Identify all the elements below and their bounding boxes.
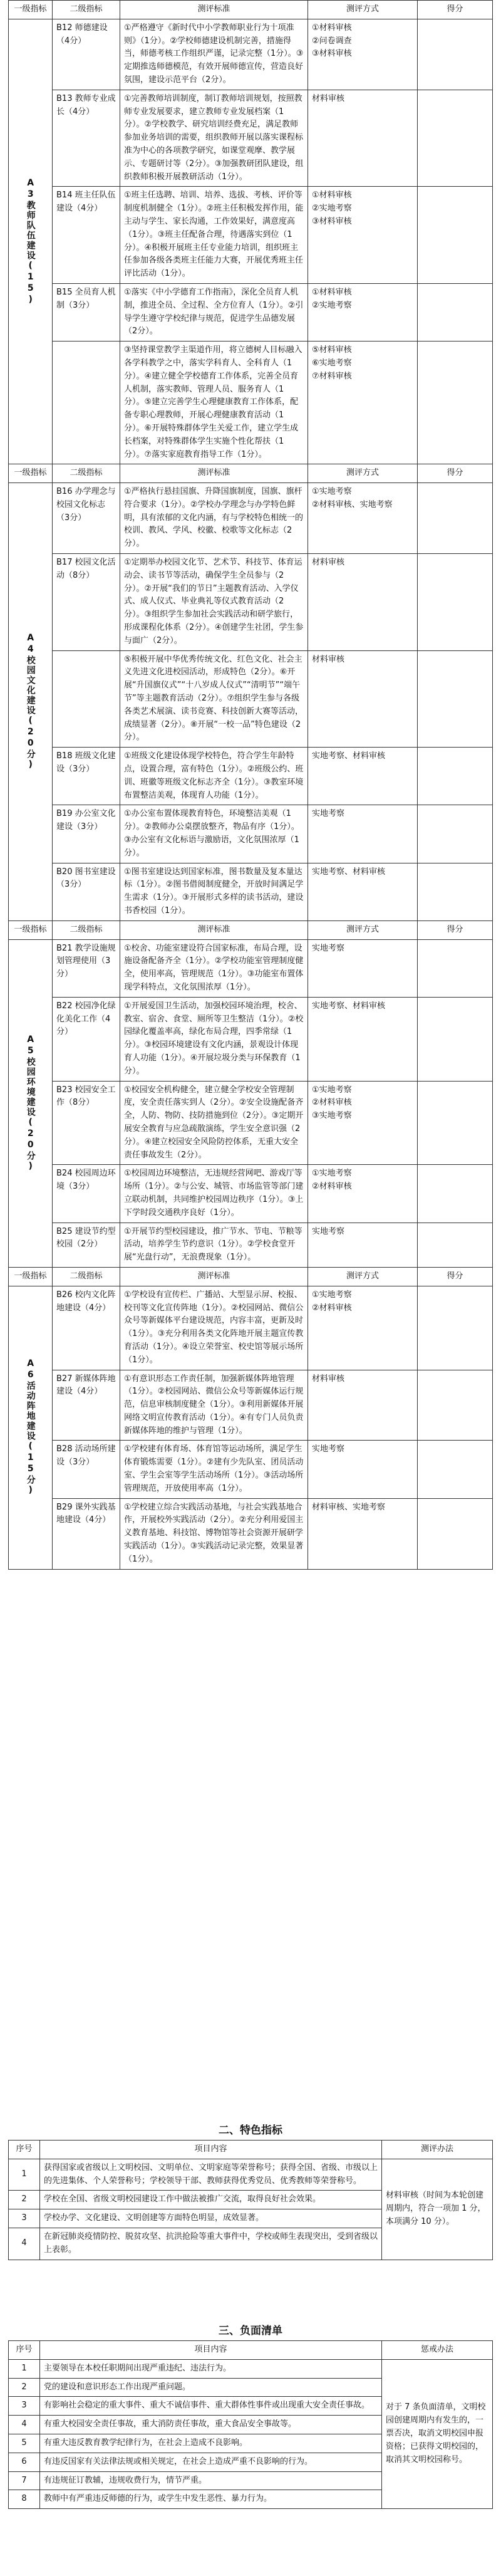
negative-number: 6: [9, 2453, 40, 2471]
level2-indicator: B15 全员育人机制（3分）: [53, 283, 120, 341]
special-content: 在新冠肺炎疫情防控、脱贫攻坚、抗洪抢险等重大事件中，学校或师生表现突出，受到省级以上表彰。: [40, 2228, 382, 2260]
evaluation-standard: ①定期举办校园文化节、艺术节、科技节、体育运动会、读书节等活动，确保学生全员参与（2分）。②开展“我们的节日”主题教育活动、入学仪式、成人仪式、毕业典礼等仪式教育活动（2分）。③组织学生参加社会实践活动和研学旅行，形成课程化体系（2分）。④创建学生社团，学生参与面广（2分）。: [120, 554, 308, 651]
score-cell: [418, 939, 493, 997]
special-header-cell: 测评办法: [382, 2141, 493, 2159]
indicator-row: [9, 1165, 493, 1223]
negative-list-title: 三、负面清单: [219, 2325, 282, 2337]
score-cell: [418, 483, 493, 554]
evaluation-standard: ①校园安全机构健全，建立健全学校安全管理制度，安全责任落实到人（2分）。②安全设施配备齐全，人防、物防、技防措施到位（2分）。③定期开展安全教育与应急疏散演练，学生安全意识强（2分）。④建立校园安全风险防控体系，无重大安全责任事故发生（2分）。: [120, 1081, 308, 1165]
evaluation-standard: ①严格执行悬挂国旗、升降国旗制度，国旗、旗杆符合要求（1分）。②学校办学理念与办学特色鲜明，具有浓郁的文化内涵，有与学校特色相统一的校训、教风、学风、校徽、校歌等文化标志（2分）。: [120, 483, 308, 554]
header-cell: 一级指标: [9, 1267, 53, 1286]
level2-indicator: B14 班主任队伍建设（4分）: [53, 187, 120, 284]
evaluation-method: ①材料审核 ②实地考察: [308, 283, 418, 341]
level2-indicator: B20 图书室建设（3分）: [53, 863, 120, 920]
negative-content: 有违规征订教辅，违规收费行为，情节严重。: [40, 2471, 382, 2490]
evaluation-method: 实地考察、材料审核: [308, 748, 418, 805]
special-number: 3: [9, 2209, 40, 2228]
score-cell: [418, 1370, 493, 1441]
special-row: [9, 2159, 493, 2191]
level2-indicator: B29 课外实践基地建设（4分）: [53, 1498, 120, 1569]
score-cell: [418, 1165, 493, 1223]
negative-content: 主要领导在本校任职期间出现严重违纪、违法行为。: [40, 2359, 382, 2378]
evaluation-standard: ③坚持课堂教学主渠道作用，将立德树人目标融入各学科教学之中，落实学科育人、全科育人（1分）。④建立健全学校德育工作体系，完善全员育人机制，落实教师、管理人员、服务育人（1分）。⑤建立完善学生心理健康教育工作体系，配备专职心理教师，开展心理健康教育活动（1分）。⑥开展特殊群体学生关爱工作，建立学生成长档案，对特殊群体学生实施个性化帮扶（1分）。⑦落实家庭教育指导工作（1分）。: [120, 342, 308, 464]
negative-content: 教师中有严重违反师德的行为，或学生中发生恶性、暴力行为。: [40, 2490, 382, 2509]
evaluation-method: ⑤材料审核 ⑥实地考察 ⑦材料审核: [308, 342, 418, 464]
special-number: 4: [9, 2228, 40, 2260]
negative-number: 2: [9, 2378, 40, 2397]
evaluation-method: 实地考察: [308, 1441, 418, 1498]
indicator-row: [9, 90, 493, 187]
level2-indicator: B26 校内文化阵地建设（4分）: [53, 1286, 120, 1370]
evaluation-table: [8, 0, 493, 1570]
level1-indicator: A5校园环境建设(20分): [9, 939, 53, 1267]
score-cell: [418, 997, 493, 1081]
evaluation-method: ①材料审核 ②问卷调查 ③材料审核: [308, 19, 418, 90]
evaluation-method: 材料审核: [308, 90, 418, 187]
indicator-row: [9, 483, 493, 554]
score-cell: [418, 650, 493, 748]
level2-indicator: B19 办公室文化建设（3分）: [53, 805, 120, 863]
negative-number: 4: [9, 2416, 40, 2434]
score-cell: [418, 1498, 493, 1569]
indicator-row: [9, 187, 493, 284]
level2-indicator: [53, 342, 120, 464]
level2-indicator: B17 校园文化活动（8分）: [53, 554, 120, 651]
indicator-row: [9, 19, 493, 90]
header-cell: 测评标准: [120, 464, 308, 483]
negative-number: 3: [9, 2397, 40, 2416]
header-row: [9, 1, 493, 19]
negative-header-cell: 项目内容: [40, 2341, 382, 2360]
indicator-row: [9, 1081, 493, 1165]
evaluation-standard: ①有意识形态工作责任制，加强新媒体阵地管理（1分）。②校园网站、微信公众号等新媒体运行规范，信息审核制度健全（1分）。③利用新媒体开展网络文明宣传教育活动（1分）。④有专门人员负责新媒体阵地的维护与管理（1分）。: [120, 1370, 308, 1441]
evaluation-method: 实地考察: [308, 805, 418, 863]
level2-indicator: B18 班级文化建设（3分）: [53, 748, 120, 805]
negative-content: 党的建设和意识形态工作出现严重问题。: [40, 2378, 382, 2397]
negative-content: 有重大违反教育教学纪律行为，在社会上造成不良影响。: [40, 2434, 382, 2453]
header-cell: 测评方式: [308, 1, 418, 19]
evaluation-method: ①实地考察 ②材料审核 ③实地考察: [308, 1081, 418, 1165]
negative-number: 7: [9, 2471, 40, 2490]
score-cell: [418, 342, 493, 464]
evaluation-standard: ①学校建有体育场、体育馆等运动场所，满足学生体育锻炼需要（1分）。②建有少先队室、团员活动室、学生会室等学生活动场所（1分）。③活动场所管理规范，开放使用率高（1分）。: [120, 1441, 308, 1498]
negative-content: 有影响社会稳定的重大事件、重大不诚信事件、重大群体性事件或出现重大安全责任事故。: [40, 2397, 382, 2416]
evaluation-method: 实地考察、材料审核: [308, 863, 418, 920]
header-cell: 二级指标: [53, 920, 120, 939]
level2-indicator: B25 建设节约型校园（2分）: [53, 1223, 120, 1267]
special-number: 1: [9, 2159, 40, 2191]
score-cell: [418, 748, 493, 805]
level2-indicator: B12 师德建设（4分）: [53, 19, 120, 90]
evaluation-standard: ①办公室布置体现教育特色，环境整洁美观（1分）。②教师办公桌摆放整齐，物品有序（1分）。③办公室有文化标语与激励语，文化氛围浓厚（1分）。: [120, 805, 308, 863]
level2-indicator: B24 校园周边环境（3分）: [53, 1165, 120, 1223]
evaluation-method: ①实地考察 ②材料审核: [308, 1286, 418, 1370]
header-cell: 一级指标: [9, 920, 53, 939]
negative-number: 5: [9, 2434, 40, 2453]
header-cell: 得分: [418, 920, 493, 939]
negative-number: 1: [9, 2359, 40, 2378]
evaluation-method: 材料审核、实地考察: [308, 1498, 418, 1569]
negative-content: 有违反国家有关法律法规或相关规定，在社会上造成严重不良影响的行为。: [40, 2453, 382, 2471]
score-cell: [418, 1223, 493, 1267]
special-content: 获得国家或省级以上文明校园、文明单位、文明家庭等荣誉称号；获得全国、省级、市级以上的先进集体、个人荣誉称号；学校领导干部、教师获得优秀党员、优秀教师等荣誉称号。: [40, 2159, 382, 2191]
evaluation-method: 材料审核: [308, 554, 418, 651]
negative-content: 有重大校园安全责任事故，重大消防责任事故，重大食品安全事故等。: [40, 2416, 382, 2434]
evaluation-method: 实地考察: [308, 1223, 418, 1267]
header-cell: 一级指标: [9, 1, 53, 19]
evaluation-standard: ①校园周边环境整洁，无违规经营网吧、游戏厅等场所（1分）。②与公安、城管、市场监管等部门建立联动机制，共同维护校园周边秩序（1分）。③上下学时段交通秩序良好（1分）。: [120, 1165, 308, 1223]
score-cell: [418, 19, 493, 90]
header-row: [9, 1267, 493, 1286]
special-indicators-title: 二、特色指标: [219, 2124, 282, 2137]
header-cell: 测评方式: [308, 920, 418, 939]
indicator-row: [9, 1370, 493, 1441]
negative-header-row: [9, 2341, 493, 2360]
header-cell: 得分: [418, 1267, 493, 1286]
negative-number: 8: [9, 2490, 40, 2509]
evaluation-method: 实地考察、材料审核: [308, 997, 418, 1081]
score-cell: [418, 187, 493, 284]
indicator-row: [9, 1441, 493, 1498]
indicator-row: [9, 342, 493, 464]
level2-indicator: B21 教学设施规划管理使用（3分）: [53, 939, 120, 997]
header-cell: 二级指标: [53, 464, 120, 483]
special-header-cell: 序号: [9, 2141, 40, 2159]
evaluation-method: ①实地考察 ②材料审核: [308, 1165, 418, 1223]
negative-header-cell: 惩戒办法: [382, 2341, 493, 2360]
level1-indicator: A6活动阵地建设(15分): [9, 1286, 53, 1569]
header-cell: 二级指标: [53, 1, 120, 19]
score-cell: [418, 283, 493, 341]
evaluation-standard: ①班级文化建设体现学校特色，符合学生年龄特点，设置合理，富有特色（1分）。②班级公约、班训、班徽等班级文化标志齐全（1分）。③教室环境布置整洁美观，体现育人功能（1分）。: [120, 748, 308, 805]
evaluation-standard: ①图书室建设达到国家标准，图书数量及复本量达标（1分）。②图书借阅制度健全，开放时间满足学生需求（1分）。③开展形式多样的读书活动，建设书香校园（1分）。: [120, 863, 308, 920]
indicator-row: [9, 805, 493, 863]
evaluation-standard: ⑤积极开展中华优秀传统文化、红色文化、社会主义先进文化进校园活动，形成特色（2分）。⑥开展“升国旗仪式”“十八岁成人仪式”“清明节”“端午节”等主题教育活动（2分）。⑦组织学生参与各级各类艺术展演、读书竞赛、科技创新大赛等活动，成绩显著（2分）。⑧开展“一校一品”特色建设（2分）。: [120, 650, 308, 748]
level2-indicator: B13 教师专业成长（4分）: [53, 90, 120, 187]
indicator-row: [9, 650, 493, 748]
header-cell: 测评标准: [120, 1, 308, 19]
evaluation-standard: ①校舍、功能室建设符合国家标准，布局合理，设施设备配备齐全（1分）。②学校功能室管理制度健全，使用率高，管理规范（1分）。③功能室布置体现学科特点，文化氛围浓厚（1分）。: [120, 939, 308, 997]
header-cell: 测评方式: [308, 1267, 418, 1286]
indicator-row: [9, 283, 493, 341]
level1-indicator: A3教师队伍建设(15): [9, 19, 53, 464]
evaluation-method: ①实地考察 ②材料审核、实地考察: [308, 483, 418, 554]
level1-indicator: A4校园文化建设(20分): [9, 483, 53, 921]
evaluation-standard: ①学校建立综合实践活动基地，与社会实践基地合作，开展校外实践活动（2分）。②充分利用爱国主义教育基地、科技馆、博物馆等社会资源开展研学实践活动（1分）。③实践活动记录完整，效果显著（1分）。: [120, 1498, 308, 1569]
negative-list-table: [8, 2340, 493, 2509]
evaluation-standard: ①班主任选聘、培训、培养、选拔、考核、评价等制度机制健全（1分）。②班主任积极发挥作用，能主动与学生、家长沟通，工作效果好，满意度高（1分）。③班主任配备合理，待遇落实到位（1分）。④积极开展班主任专业能力培训，组织班主任参加各级各类班主任能力大赛，开展优秀班主任评比活动（1分）。: [120, 187, 308, 284]
level2-indicator: [53, 650, 120, 748]
level2-indicator: B22 校园净化绿化美化工作（4分）: [53, 997, 120, 1081]
indicator-row: [9, 997, 493, 1081]
score-cell: [418, 90, 493, 187]
header-cell: 测评标准: [120, 920, 308, 939]
evaluation-method: 实地考察: [308, 939, 418, 997]
evaluation-method: ①材料审核 ②实地考察 ③材料审核: [308, 187, 418, 284]
score-cell: [418, 805, 493, 863]
score-cell: [418, 863, 493, 920]
negative-row: [9, 2359, 493, 2378]
special-method: 材料审核（时间为本轮创建周期内，符合一项加 1 分，本项满分 10 分）。: [382, 2159, 493, 2260]
negative-header-cell: 序号: [9, 2341, 40, 2360]
header-cell: 得分: [418, 464, 493, 483]
evaluation-standard: ①开展爱国卫生活动，加强校园环境治理，校舍、教室、宿舍、食堂、厕所等卫生整洁（1分）。②校园绿化覆盖率高，绿化布局合理，四季常绿（1分）。③校园环境建设有文化内涵，景观设计体现育人功能（1分）。④开展垃圾分类与环保教育（1分）。: [120, 997, 308, 1081]
special-content: 学校办学、文化建设、文明创建等方面特色明显，成效显著。: [40, 2209, 382, 2228]
evaluation-method: 材料审核: [308, 650, 418, 748]
special-header-cell: 项目内容: [40, 2141, 382, 2159]
score-cell: [418, 554, 493, 651]
level2-indicator: B16 办学理念与校园文化标志（3分）: [53, 483, 120, 554]
score-cell: [418, 1286, 493, 1370]
header-cell: 一级指标: [9, 464, 53, 483]
indicator-row: [9, 554, 493, 651]
indicator-row: [9, 863, 493, 920]
indicator-row: [9, 748, 493, 805]
header-cell: 测评方式: [308, 464, 418, 483]
header-cell: 得分: [418, 1, 493, 19]
special-content: 学校在全国、省级文明校园建设工作中做法被推广交流，取得良好社会效果。: [40, 2191, 382, 2209]
evaluation-method: 材料审核: [308, 1370, 418, 1441]
evaluation-standard: ①完善教师培训制度，制订教师培训规划，按照教师专业发展要求，建立教师专业发展档案（1分）。②学校教学、研究培训经费充足，满足教师参加业务培训的需要，组织教师开展以落实课程标准为中心的各项教学研究，如课堂观摩、教学展示、专题研讨等（2分）。③加强教研团队建设，组织教师积极开展教研活动（1分）。: [120, 90, 308, 187]
negative-method: 对于 7 条负面清单，文明校园创建周期内有发生的，一票否决，取消文明校园申报资格；已获得文明校园的，取消其文明校园称号。: [382, 2359, 493, 2508]
header-cell: 测评标准: [120, 1267, 308, 1286]
score-cell: [418, 1441, 493, 1498]
indicator-row: [9, 1498, 493, 1569]
header-cell: 二级指标: [53, 1267, 120, 1286]
indicator-row: [9, 1286, 493, 1370]
level2-indicator: B28 活动场所建设（3分）: [53, 1441, 120, 1498]
special-header-row: [9, 2141, 493, 2159]
evaluation-standard: ①落实《中小学德育工作指南》，深化全员育人机制，推进全员、全过程、全方位育人（1分）。②引导学生遵守学校纪律与规范，促进学生品德发展（2分）。: [120, 283, 308, 341]
level2-indicator: B27 新媒体阵地建设（4分）: [53, 1370, 120, 1441]
evaluation-standard: ①开展节约型校园建设，推广节水、节电、节粮等活动，培养学生节约意识（1分）。②学校食堂开展“光盘行动”，无浪费现象（1分）。: [120, 1223, 308, 1267]
evaluation-standard: ①学校设有宣传栏、广播站、大型显示屏、校报、校刊等文化宣传阵地（1分）。②校园网站、微信公众号等新媒体平台建设规范，内容丰富，更新及时（1分）。③充分利用各类文化阵地开展主题宣传教育活动（1分）。④设立荣誉室、校史馆等展示场所（1分）。: [120, 1286, 308, 1370]
indicator-row: [9, 939, 493, 997]
special-number: 2: [9, 2191, 40, 2209]
level2-indicator: B23 校园安全工作（8分）: [53, 1081, 120, 1165]
score-cell: [418, 1081, 493, 1165]
header-row: [9, 920, 493, 939]
evaluation-standard: ①严格遵守《新时代中小学教师职业行为十项准则》（1分）。②学校师德建设机制完善，措施得当，师德考核工作组织严谨，记录完整（1分）。③定期推选师德模范，有效开展师德宣传，营造良好氛围，建设示范平台（2分）。: [120, 19, 308, 90]
special-indicators-table: [8, 2140, 493, 2260]
indicator-row: [9, 1223, 493, 1267]
header-row: [9, 464, 493, 483]
